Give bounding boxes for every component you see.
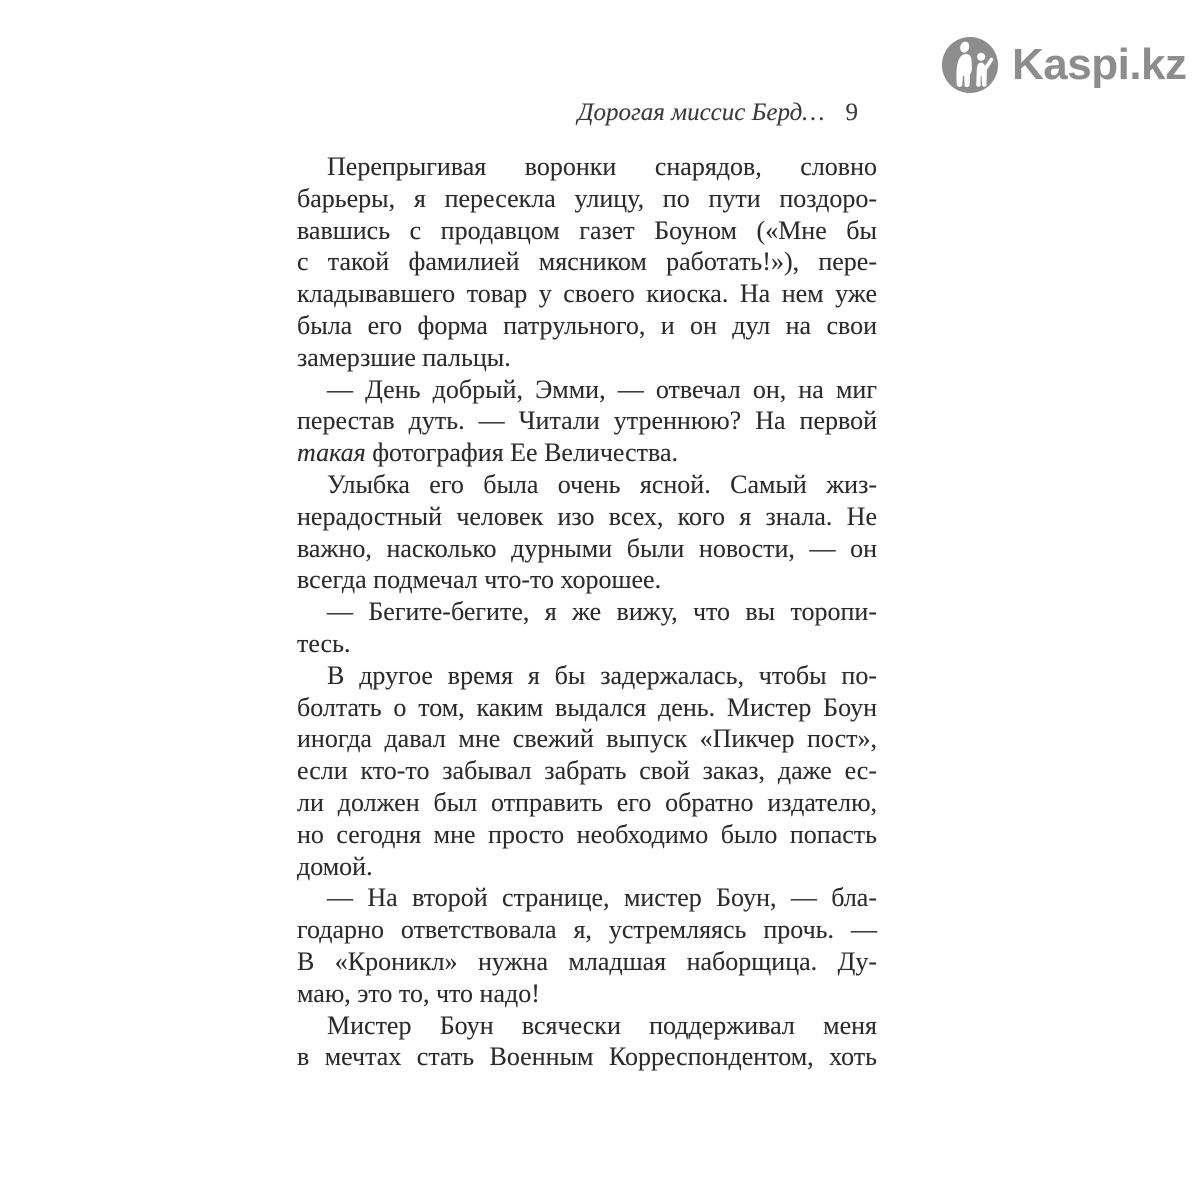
text-line: — На второй странице, мистер Боун, — бла- <box>327 883 877 913</box>
text-line: с такой фамилией мясником работать!»), пере- <box>297 247 877 277</box>
text-line: Улыбка его была очень ясной. Самый жиз- <box>327 469 877 499</box>
text-line: в мечтах стать Военным Корреспондентом, хоть <box>297 1042 877 1072</box>
text-line: Мистер Боун всячески поддерживал меня <box>327 1010 877 1040</box>
text-line: вавшись с продавцом газет Боуном («Мне бы <box>297 215 877 245</box>
page-body <box>297 151 877 1073</box>
text-line: но сегодня мне просто необходимо было попасть <box>297 819 877 849</box>
text-line: перестав дуть. — Читали утреннюю? На первой <box>297 406 877 436</box>
text-line: болтать о том, каким выдался день. Мистер Боун <box>297 692 877 722</box>
text-line: замерзшие пальцы. <box>297 342 511 372</box>
text-line: домой. <box>297 851 373 881</box>
kaspi-people-logo-icon <box>941 36 999 94</box>
text-line: нерадостный человек изо всех, кого я знала. Не <box>297 501 877 531</box>
text-line: важно, насколько дурными были новости, — он <box>297 533 877 563</box>
text-line: всегда подмечал что-то хорошее. <box>297 565 662 595</box>
text-line: — День добрый, Эмми, — отвечал он, на миг <box>327 374 877 404</box>
kaspi-logo-text: Kaspi.kz <box>1012 40 1187 89</box>
text-line: ли должен был отправить его обратно издателю, <box>297 787 877 817</box>
text-line: барьеры, я пересекла улицу, по пути поздоро- <box>297 183 877 213</box>
text-line: маю, это то, что надо! <box>297 978 540 1008</box>
running-head-title: Дорогая миссис Берд… <box>577 99 825 126</box>
kaspi-logo <box>941 36 1187 94</box>
text-line: годарно ответствовала я, устремляясь прочь. — <box>297 915 877 945</box>
text-line: кладывавшего товар у своего киоска. На нем уже <box>297 279 877 309</box>
text-line: была его форма патрульного, и он дул на свои <box>297 310 877 340</box>
text-line: — Бегите-бегите, я же вижу, что вы торопи- <box>327 597 877 627</box>
page-number: 9 <box>845 99 858 126</box>
text-line: если кто-то забывал забрать свой заказ, даже ес- <box>297 756 877 786</box>
text-line: такая фотография Ее Величества. <box>297 438 678 468</box>
text-line: В «Кроникл» нужна младшая наборщица. Ду- <box>297 946 877 976</box>
text-line: тесь. <box>297 628 351 658</box>
text-line: иногда давал мне свежий выпуск «Пикчер пост», <box>297 724 877 754</box>
text-line: Перепрыгивая воронки снарядов, словно <box>327 152 877 181</box>
running-head <box>297 99 877 127</box>
text-line: В другое время я бы задержалась, чтобы по- <box>327 660 877 690</box>
